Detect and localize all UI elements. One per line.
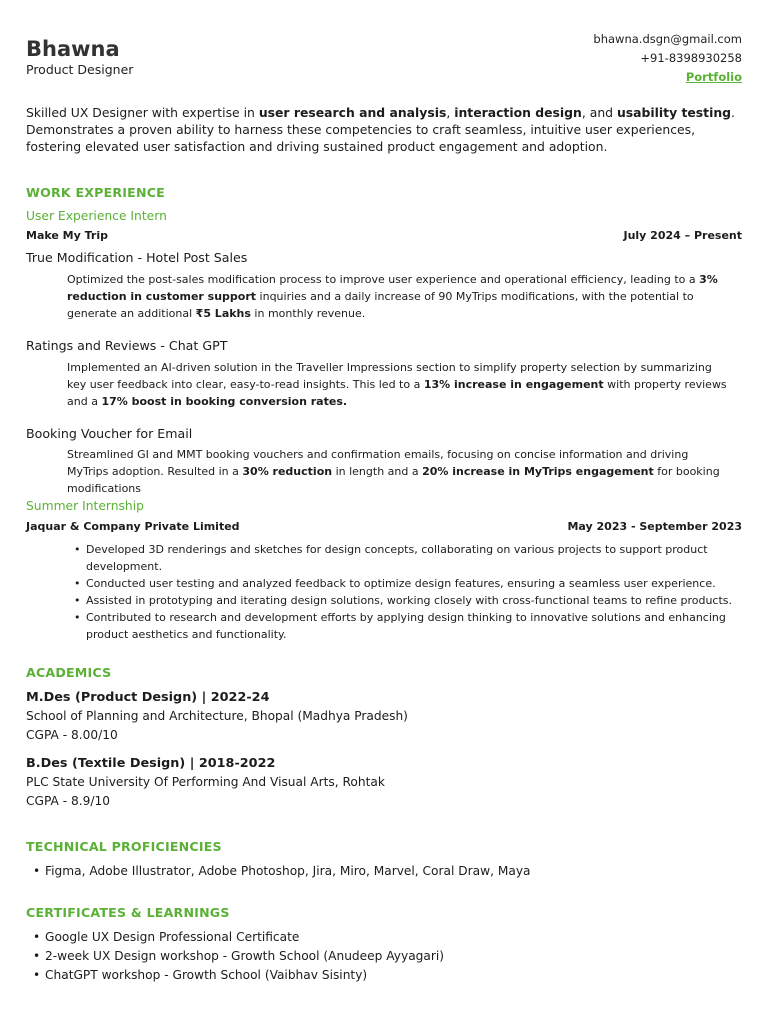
job-dates: May 2023 - September 2023 bbox=[567, 520, 742, 533]
summary-text: , and bbox=[581, 105, 617, 120]
phone-text[interactable]: +91-8398930258 bbox=[640, 51, 742, 65]
project-title: Ratings and Reviews - Chat GPT bbox=[26, 338, 228, 353]
email-text[interactable]: bhawna.dsgn@gmail.com bbox=[593, 32, 742, 46]
portfolio-link[interactable]: Portfolio bbox=[685, 70, 742, 84]
project-text: in length and a bbox=[332, 465, 423, 478]
contact-block bbox=[593, 30, 742, 87]
list-item: • 2-week UX Design workshop - Growth School (Anudeep Ayyagari) bbox=[33, 947, 733, 966]
project-text: Implemented an AI-driven solution in the Traveller Impressions section to simplify property selection by summarizing key user feedback into clear, easy-to-read insights. This led to a bbox=[67, 361, 712, 391]
degree-title: M.Des (Product Design) | 2022-24 bbox=[26, 690, 270, 705]
project-metric: 3% reduction in customer support bbox=[67, 273, 718, 303]
project-description bbox=[67, 359, 727, 410]
project-text: Streamlined GI and MMT booking vouchers and confirmation emails, focusing on concise information and driving MyTrips adoption. Resulted in a bbox=[67, 448, 689, 478]
candidate-role: Product Designer bbox=[26, 62, 134, 77]
cgpa-text: CGPA - 8.00/10 bbox=[26, 728, 118, 742]
project-text: inquiries and a daily increase of 90 MyTrips modifications, with the potential to generate an additional bbox=[67, 290, 694, 320]
internship-bullets bbox=[74, 541, 734, 643]
list-item: • Contributed to research and development efforts by applying design thinking to innovative solutions and enhancing product aesthetics and functionality. bbox=[74, 609, 734, 643]
certificates-heading: CERTIFICATES & LEARNINGS bbox=[26, 905, 230, 920]
cgpa-text: CGPA - 8.9/10 bbox=[26, 794, 111, 808]
project-metric: ₹5 Lakhs bbox=[195, 307, 251, 320]
project-description bbox=[67, 271, 727, 322]
job-title: User Experience Intern bbox=[26, 209, 167, 223]
technical-list bbox=[33, 862, 733, 881]
certificates-list bbox=[33, 928, 733, 985]
academics-heading: ACADEMICS bbox=[26, 665, 112, 680]
degree-title: B.Des (Textile Design) | 2018-2022 bbox=[26, 756, 276, 771]
project-title: Booking Voucher for Email bbox=[26, 426, 193, 441]
candidate-name: Bhawna bbox=[26, 37, 120, 61]
school-name: PLC State University Of Performing And Visual Arts, Rohtak bbox=[26, 775, 385, 789]
project-metric: 17% boost in booking conversion rates. bbox=[101, 395, 348, 408]
work-experience-heading: WORK EXPERIENCE bbox=[26, 185, 165, 200]
technical-heading: TECHNICAL PROFICIENCIES bbox=[26, 839, 222, 854]
job-title: Summer Internship bbox=[26, 499, 144, 513]
summary-emphasis: interaction design bbox=[454, 105, 582, 120]
list-item: • Assisted in prototyping and iterating design solutions, working closely with cross-functional teams to refine products. bbox=[74, 592, 734, 609]
company-name: Make My Trip bbox=[26, 229, 108, 242]
company-name: Jaquar & Company Private Limited bbox=[26, 520, 240, 533]
summary-text: . Demonstrates a proven ability to harness these competencies to craft seamless, intuitive user experiences, fostering elevated user satisfaction and driving sustained product engagement and adoption. bbox=[26, 105, 735, 154]
list-item: • Conducted user testing and analyzed feedback to optimize design features, ensuring a seamless user experience. bbox=[74, 575, 734, 592]
project-description bbox=[67, 446, 727, 497]
project-text: Optimized the post-sales modification process to improve user experience and operational efficiency, leading to a bbox=[67, 273, 700, 286]
list-item: • Google UX Design Professional Certificate bbox=[33, 928, 733, 947]
project-metric: 13% increase in engagement bbox=[423, 378, 604, 391]
project-metric: 30% reduction bbox=[242, 465, 333, 478]
school-name: School of Planning and Architecture, Bhopal (Madhya Pradesh) bbox=[26, 709, 408, 723]
list-item: • ChatGPT workshop - Growth School (Vaibhav Sisinty) bbox=[33, 966, 733, 985]
project-text: for booking modifications bbox=[67, 465, 720, 495]
list-item: • Developed 3D renderings and sketches for design concepts, collaborating on various projects to support product development. bbox=[74, 541, 734, 575]
list-item: • Figma, Adobe Illustrator, Adobe Photoshop, Jira, Miro, Marvel, Coral Draw, Maya bbox=[33, 862, 733, 881]
summary-paragraph bbox=[26, 104, 744, 155]
job-dates: July 2024 – Present bbox=[623, 229, 742, 242]
summary-text: Skilled UX Designer with expertise in bbox=[26, 105, 259, 120]
summary-emphasis: user research and analysis bbox=[258, 105, 447, 120]
project-text: in monthly revenue. bbox=[250, 307, 366, 320]
summary-text: , bbox=[446, 105, 455, 120]
project-text: with property reviews and a bbox=[67, 378, 727, 408]
resume-header bbox=[26, 0, 742, 100]
summary-emphasis: usability testing bbox=[616, 105, 732, 120]
project-metric: 20% increase in MyTrips engagement bbox=[422, 465, 654, 478]
project-title: True Modification - Hotel Post Sales bbox=[26, 250, 248, 265]
